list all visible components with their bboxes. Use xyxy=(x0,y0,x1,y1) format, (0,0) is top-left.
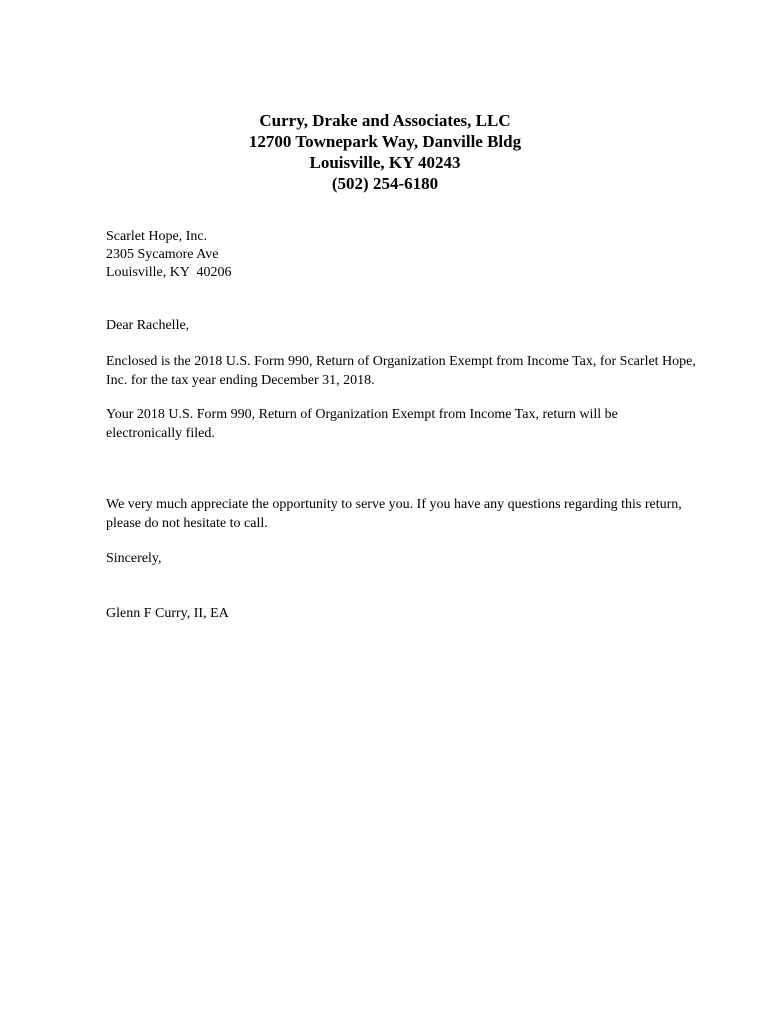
salutation: Dear Rachelle, xyxy=(106,318,190,333)
body-paragraph-filing: Your 2018 U.S. Form 990, Return of Organization Exempt from Income Tax, return will be electronically filed. xyxy=(106,407,618,441)
body-paragraph-appreciation: We very much appreciate the opportunity to serve you. If you have any questions regarding this return, please do not hesitate to call. xyxy=(106,497,682,531)
signature-name: Glenn F Curry, II, EA xyxy=(106,606,229,621)
body-paragraph-enclosure: Enclosed is the 2018 U.S. Form 990, Return of Organization Exempt from Income Tax, for Scarlet Hope, Inc. for the tax year ending December 31, 2018. xyxy=(106,354,696,388)
recipient-address xyxy=(106,228,696,282)
company-address-line2: Louisville, KY 40243 xyxy=(309,153,461,172)
recipient-street: 2305 Sycamore Ave xyxy=(106,247,219,262)
recipient-name: Scarlet Hope, Inc. xyxy=(106,229,208,244)
letterhead xyxy=(0,110,770,194)
closing: Sincerely, xyxy=(106,551,162,566)
company-name: Curry, Drake and Associates, LLC xyxy=(259,111,511,130)
recipient-city-state-zip: Louisville, KY 40206 xyxy=(106,265,232,280)
company-phone: (502) 254-6180 xyxy=(331,174,439,193)
company-address-line1: 12700 Townepark Way, Danville Bldg xyxy=(248,132,522,151)
